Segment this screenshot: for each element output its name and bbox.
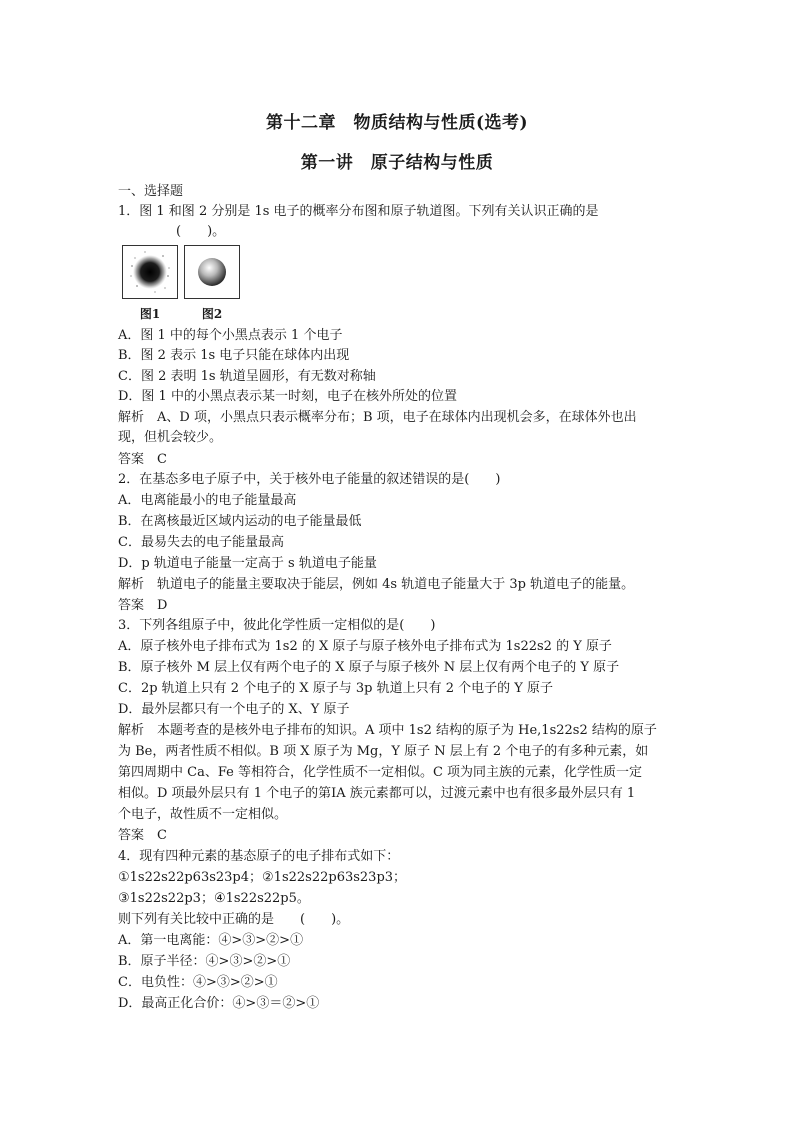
q4-option-a: A．第一电离能：④>③>②>① <box>118 933 304 948</box>
q3-analysis-line3: 第四周期中 Ca、Fe 等相符合，化学性质不一定相似。C 项为同主族的元素，化学性质一定 <box>118 765 643 780</box>
q3-answer: 答案 C <box>118 828 167 843</box>
q4-option-b: B．原子半径：④>③>②>① <box>118 954 291 969</box>
q3-analysis-line1: 解析 本题考查的是核外电子排布的知识。A 项中 1s2 结构的原子为 He,1s22s2 结构的原子 <box>118 723 657 738</box>
q3-option-b: B．原子核外 M 层上仅有两个电子的 X 原子与原子核外 N 层上仅有两个电子的 Y 原子 <box>118 660 620 675</box>
q1-figures <box>122 245 247 325</box>
q4-option-c: C．电负性：④>③>②>① <box>118 975 278 990</box>
lecture-title: 第一讲 原子结构与性质 <box>300 153 494 173</box>
q2-answer: 答案 D <box>118 598 168 613</box>
q2-stem: 2．在基态多电子原子中，关于核外电子能量的叙述错误的是( ) <box>118 472 501 487</box>
electron-cloud-figure <box>122 245 178 299</box>
q4-config-line1: ①1s22s22p63s23p4；②1s22s22p63s23p3； <box>118 870 407 885</box>
q2-option-a: A．电离能最小的电子能量最高 <box>118 493 297 508</box>
q1-answer: 答案 C <box>118 452 167 467</box>
q4-question: 则下列有关比较中正确的是 ( )。 <box>118 912 350 927</box>
q4-config-line2: ③1s22s22p3；④1s22s22p5。 <box>118 891 310 906</box>
q1-analysis-line1: 解析 A、D 项，小黑点只表示概率分布；B 项，电子在球体内出现机会多，在球体外也出 <box>118 410 637 425</box>
q3-analysis-line4: 相似。D 项最外层只有 1 个电子的第ⅠA 族元素都可以，过渡元素中也有很多最外层只有 1 <box>118 786 636 801</box>
q3-stem: 3．下列各组原子中，彼此化学性质一定相似的是( ) <box>118 618 436 633</box>
electron-cloud-icon <box>123 246 177 298</box>
q2-analysis-line1: 解析 轨道电子的能量主要取决于能层，例如 4s 轨道电子能量大于 3p 轨道电子的能量。 <box>118 577 635 592</box>
q1-blank: ( )。 <box>176 224 226 239</box>
orbital-sphere-figure <box>184 245 240 299</box>
q2-option-d: D．p 轨道电子能量一定高于 s 轨道电子能量 <box>118 556 377 571</box>
q1-option-c: C．图 2 表明 1s 轨道呈圆形，有无数对称轴 <box>118 369 376 384</box>
q1-stem: 1．图 1 和图 2 分别是 1s 电子的概率分布图和原子轨道图。下列有关认识正确的是 <box>118 204 599 219</box>
q4-option-d: D．最高正化合价：④>③＝②>① <box>118 996 320 1011</box>
q1-option-b: B．图 2 表示 1s 电子只能在球体内出现 <box>118 348 350 363</box>
sphere-icon <box>185 246 239 298</box>
q3-option-c: C．2p 轨道上只有 2 个电子的 X 原子与 3p 轨道上只有 2 个电子的 Y 原子 <box>118 681 553 696</box>
q1-option-a: A．图 1 中的每个小黑点表示 1 个电子 <box>118 328 343 343</box>
q2-option-c: C．最易失去的电子能量最高 <box>118 535 284 550</box>
fig1-label: 图1 <box>139 307 161 321</box>
q1-option-d: D．图 1 中的小黑点表示某一时刻，电子在核外所处的位置 <box>118 389 457 404</box>
q3-analysis-line2: 为 Be，两者性质不相似。B 项 X 原子为 Mg，Y 原子 N 层上有 2 个电子的有多种元素，如 <box>118 744 649 759</box>
q2-option-b: B．在离核最近区域内运动的电子能量最低 <box>118 514 362 529</box>
q3-analysis-line5: 个电子，故性质不一定相似。 <box>118 807 288 822</box>
q3-option-a: A．原子核外电子排布式为 1s2 的 X 原子与原子核外电子排布式为 1s22s2 的 Y 原子 <box>118 639 612 654</box>
fig2-label: 图2 <box>201 307 223 321</box>
q3-option-d: D．最外层都只有一个电子的 X、Y 原子 <box>118 702 350 717</box>
section-heading: 一、选择题 <box>118 184 184 199</box>
q4-stem: 4．现有四种元素的基态原子的电子排布式如下： <box>118 849 400 864</box>
chapter-title: 第十二章 物质结构与性质(选考) <box>265 113 529 133</box>
q1-analysis-line2: 现，但机会较少。 <box>118 430 223 445</box>
